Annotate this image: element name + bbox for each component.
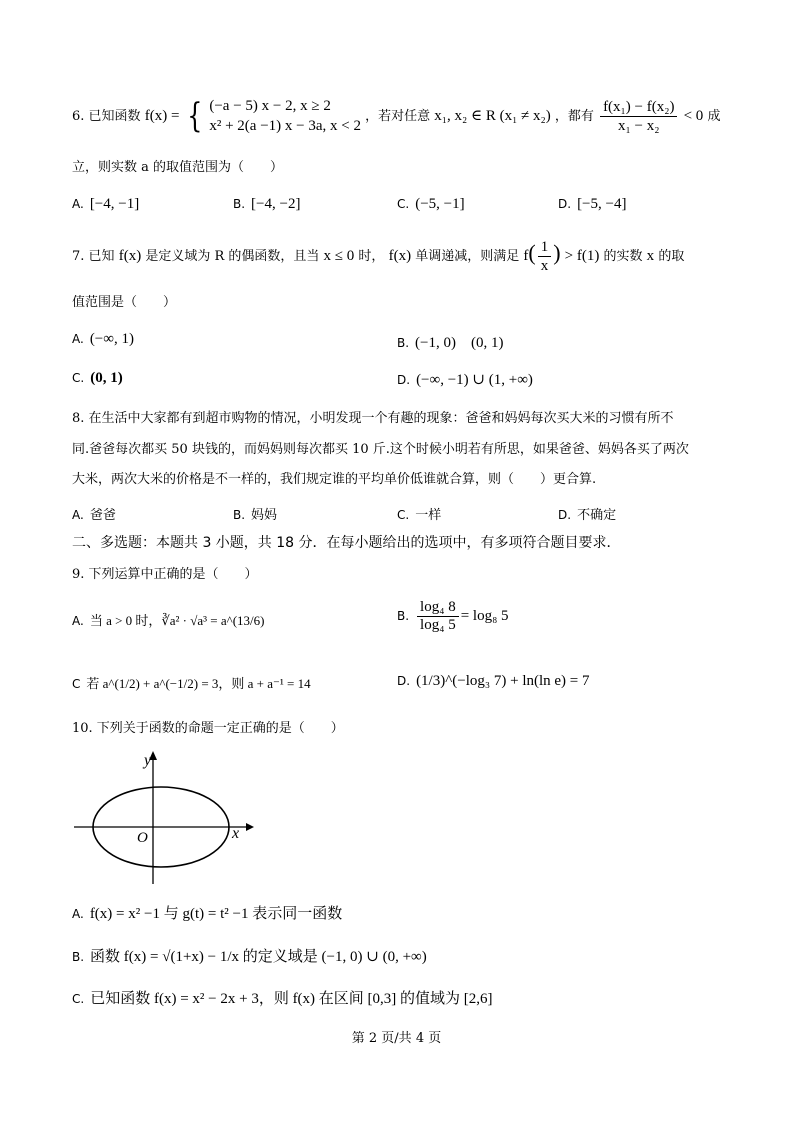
fraction-numerator: log₄ 8 bbox=[417, 599, 459, 617]
reciprocal-fraction bbox=[538, 238, 552, 275]
piecewise-case-2: x² + 2(a −1) x − 3a, x < 2 bbox=[209, 118, 361, 135]
option-label: D. bbox=[558, 508, 572, 522]
inequality: < 0 bbox=[683, 107, 704, 124]
option-label: B. bbox=[397, 336, 410, 350]
option-label: B. bbox=[233, 197, 246, 211]
fraction-numerator: 1 bbox=[538, 238, 552, 257]
question-7-line-2: 值范围是（ ） bbox=[72, 295, 177, 310]
question-9-option-c[interactable] bbox=[72, 673, 311, 692]
question-8-option-d[interactable] bbox=[558, 504, 616, 523]
origin-label: O bbox=[137, 830, 148, 846]
piecewise-cases bbox=[209, 96, 361, 137]
function-label: f(x) bbox=[388, 248, 412, 264]
option-text: = log₈ 5 bbox=[460, 608, 509, 624]
option-text: 爸爸 bbox=[89, 508, 116, 523]
option-label: D. bbox=[397, 373, 411, 387]
option-text: 妈妈 bbox=[251, 508, 278, 523]
condition: x ≤ 0 bbox=[323, 248, 355, 264]
fraction-numerator: f(x₁) − f(x₂) bbox=[600, 98, 677, 117]
option-text: [−5, −4] bbox=[577, 196, 627, 212]
option-text: [−4, −2] bbox=[251, 196, 301, 212]
question-8-option-c[interactable] bbox=[397, 504, 441, 523]
question-text: 是定义域为 R 的偶函数，且当 bbox=[145, 249, 320, 264]
question-9-option-a[interactable] bbox=[72, 610, 264, 629]
question-7-option-a[interactable] bbox=[72, 331, 134, 348]
function-label: f(x) = bbox=[144, 107, 180, 124]
question-text: ，若对任意 bbox=[365, 108, 431, 124]
question-10-stem: 10. 下列关于函数的命题一定正确的是（ ） bbox=[72, 721, 344, 736]
question-text: 已知函数 bbox=[88, 108, 141, 124]
question-8-line-3: 大米，两次大米的价格是不一样的，我们规定谁的平均单价低谁就合算，则（ ）更合算. bbox=[72, 472, 597, 487]
option-label: A. bbox=[72, 907, 84, 921]
option-label: A. bbox=[72, 197, 84, 211]
option-text: f(x) = x² −1 与 g(t) = t² −1 表示同一函数 bbox=[89, 906, 343, 922]
option-label: A. bbox=[72, 332, 84, 346]
option-label: B. bbox=[397, 609, 410, 623]
question-text: 单调递减，则满足 bbox=[415, 249, 520, 264]
question-7-option-b[interactable] bbox=[397, 331, 504, 352]
option-text: (−5, −1] bbox=[415, 196, 465, 212]
question-9-option-d[interactable] bbox=[397, 673, 590, 690]
option-label: D. bbox=[397, 674, 411, 688]
fraction-denominator: x bbox=[540, 258, 549, 274]
option-label: C. bbox=[397, 197, 410, 211]
question-6-option-a[interactable] bbox=[72, 196, 139, 213]
question-6-option-d[interactable] bbox=[558, 196, 626, 213]
function-label: f(x) bbox=[118, 248, 142, 264]
option-text: [−4, −1] bbox=[89, 196, 140, 212]
option-text: (0, 1) bbox=[90, 370, 123, 386]
question-8-line-1: 8. 在生活中大家都有到超市购物的情况，小明发现一个有趣的现象：爸爸和妈妈每次买大米的习惯有所不 bbox=[72, 411, 674, 426]
option-label: C. bbox=[72, 992, 85, 1006]
ellipse-graph bbox=[70, 748, 260, 888]
question-6-option-c[interactable] bbox=[397, 196, 465, 213]
question-10-option-a[interactable] bbox=[72, 902, 342, 923]
question-number: 7. bbox=[72, 249, 85, 264]
question-10-option-c[interactable] bbox=[72, 987, 493, 1008]
question-number: 6. bbox=[72, 108, 85, 124]
option-text: 已知函数 f(x) = x² − 2x + 3，则 f(x) 在区间 [0,3] 的值域为 [2,6] bbox=[90, 991, 493, 1007]
question-8-line-2: 同.爸爸每次都买 50 块钱的，而妈妈则每次都买 10 斤.这个时候小明若有所思，如果爸爸、妈妈各买了两次 bbox=[72, 442, 689, 457]
option-text: 若 a^(1/2) + a^(−1/2) = 3，则 a + a⁻¹ = 14 bbox=[86, 676, 311, 691]
difference-quotient bbox=[600, 98, 677, 135]
section-heading: 二、多选题：本题共 3 小题，共 18 分．在每小题给出的选项中，有多项符合题目要求． bbox=[72, 535, 621, 551]
variable: x bbox=[646, 248, 655, 264]
question-7-option-c[interactable] bbox=[72, 370, 123, 387]
fraction-denominator: x₁ − x₂ bbox=[618, 117, 660, 134]
option-label: C. bbox=[397, 508, 410, 522]
page-footer: 第 2 页/共 4 页 bbox=[351, 1031, 442, 1046]
piecewise-case-1: (−a − 5) x − 2, x ≥ 2 bbox=[209, 98, 331, 114]
question-text: 的实数 bbox=[603, 249, 643, 264]
y-axis-label: y bbox=[144, 752, 152, 769]
option-text: (−1, 0) (0, 1) bbox=[415, 335, 504, 351]
question-7-line-1: 7. 已知 f(x) 是定义域为 R 的偶函数，且当 x ≤ 0 时， f(x) 单调递减，则满足 f( $\frac{1}{x}$ ) > f(1) 的实数 x 的取 bbox=[72, 239, 685, 274]
question-9-option-b[interactable] bbox=[397, 599, 509, 634]
fraction-denominator: log₄ 5 bbox=[420, 617, 456, 633]
question-10-option-b[interactable] bbox=[72, 945, 427, 966]
option-label: B. bbox=[72, 950, 85, 964]
question-8-option-a[interactable] bbox=[72, 504, 116, 523]
option-text: (1/3)^(−log₃ 7) + ln(ln e) = 7 bbox=[416, 673, 590, 689]
question-6-line-2: 立，则实数 a 的取值范围为（ ） bbox=[72, 160, 284, 175]
question-text: 的取 bbox=[658, 249, 685, 264]
question-text: ，都有 bbox=[554, 108, 594, 124]
option-text: (−∞, −1) ∪ (1, +∞) bbox=[416, 372, 533, 388]
option-text: 函数 f(x) = √(1+x) − 1/x 的定义域是 (−1, 0) ∪ (0, +∞) bbox=[90, 949, 427, 965]
option-text: 一样 bbox=[415, 508, 442, 523]
question-text: 已知 bbox=[88, 249, 115, 264]
option-text: 不确定 bbox=[577, 508, 617, 523]
option-text: (−∞, 1) bbox=[89, 331, 134, 347]
option-label: D. bbox=[558, 197, 572, 211]
question-7-option-d[interactable] bbox=[397, 370, 533, 389]
question-6-line-1 bbox=[72, 96, 720, 137]
option-label: A. bbox=[72, 614, 84, 628]
question-text: 成 bbox=[707, 108, 721, 124]
question-6-option-b[interactable] bbox=[233, 196, 300, 213]
option-text: 当 a > 0 时，∛a² · √a³ = a^(13/6) bbox=[89, 613, 265, 628]
variables-condition: x₁, x₂ ∈ R (x₁ ≠ x₂) bbox=[434, 107, 551, 124]
question-9-stem: 9. 下列运算中正确的是（ ） bbox=[72, 567, 258, 582]
question-text: 时， bbox=[358, 249, 385, 264]
option-label: B. bbox=[233, 508, 246, 522]
inequality-rest: > f(1) bbox=[564, 248, 600, 264]
inequality-f: f bbox=[523, 248, 529, 264]
piecewise-brace: { bbox=[186, 96, 202, 137]
x-axis-arrow bbox=[246, 823, 254, 831]
option-label: C bbox=[72, 677, 81, 691]
option-label: C. bbox=[72, 371, 85, 385]
x-axis-label: x bbox=[232, 825, 240, 842]
option-label: A. bbox=[72, 508, 84, 522]
question-8-option-b[interactable] bbox=[233, 504, 277, 523]
log-fraction bbox=[417, 599, 459, 634]
